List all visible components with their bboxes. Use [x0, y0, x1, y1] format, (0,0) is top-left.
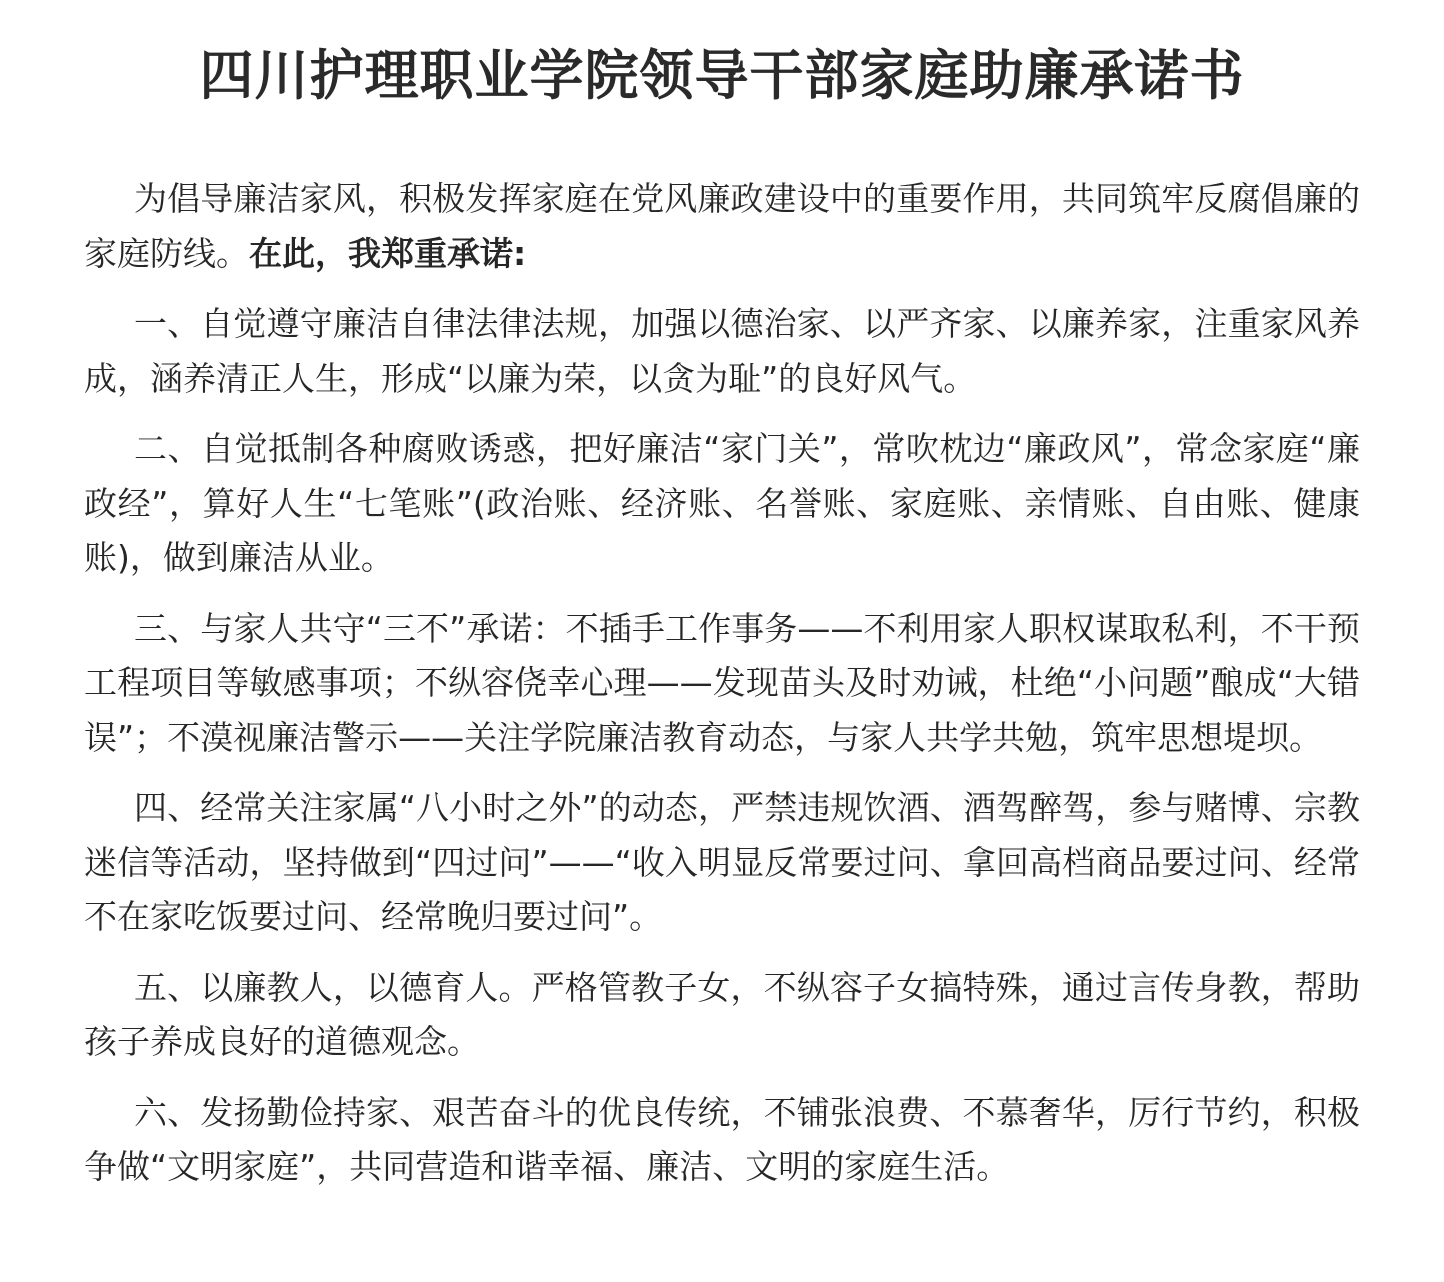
intro-text: 为倡导廉洁家风，积极发挥家庭在党风廉政建设中的重要作用，共同筑牢反腐倡廉的家庭防线。 — [84, 179, 1360, 273]
intro-emphasis: 在此，我郑重承诺: — [249, 233, 527, 273]
pledge-paragraph-5: 五、以廉教人，以德育人。严格管教子女，不纵容子女搞特殊，通过言传身教，帮助孩子养成良好的道德观念。 — [84, 967, 1360, 1061]
pledge-paragraph-1: 一、自觉遵守廉洁自律法律法规，加强以德治家、以严齐家、以廉养家，注重家风养成，涵养清正人生，形成“以廉为荣，以贪为耻”的良好风气。 — [84, 304, 1360, 398]
pledge-paragraph-4: 四、经常关注家属“八小时之外”的动态，严禁违规饮酒、酒驾醉驾，参与赌博、宗教迷信等活动，坚持做到“四过问”——“收入明显反常要过问、拿回高档商品要过问、经常不在家吃饭要过问、经常晚归要过问”。 — [84, 788, 1360, 936]
pledge-paragraph-6: 六、发扬勤俭持家、艰苦奋斗的优良传统，不铺张浪费、不慕奢华，厉行节约，积极争做“文明家庭”，共同营造和谐幸福、廉洁、文明的家庭生活。 — [84, 1092, 1360, 1186]
pledge-paragraph-3: 三、与家人共守“三不”承诺：不插手工作事务——不利用家人职权谋取私利，不干预工程项目等敏感事项；不纵容侥幸心理——发现苗头及时劝诫，杜绝“小问题”酿成“大错误”；不漠视廉洁警示——关注学院廉洁教育动态，与家人共学共勉，筑牢思想堤坝。 — [84, 608, 1360, 757]
document-title: 四川护理职业学院领导干部家庭助廉承诺书 — [199, 44, 1245, 107]
pledge-paragraph-2: 二、自觉抵制各种腐败诱惑，把好廉洁“家门关”，常吹枕边“廉政风”，常念家庭“廉政经”，算好人生“七笔账”(政治账、经济账、名誉账、家庭账、亲情账、自由账、健康账)，做到廉洁从业。 — [84, 429, 1360, 577]
intro-paragraph — [84, 172, 1360, 281]
document-body — [84, 172, 1360, 1211]
